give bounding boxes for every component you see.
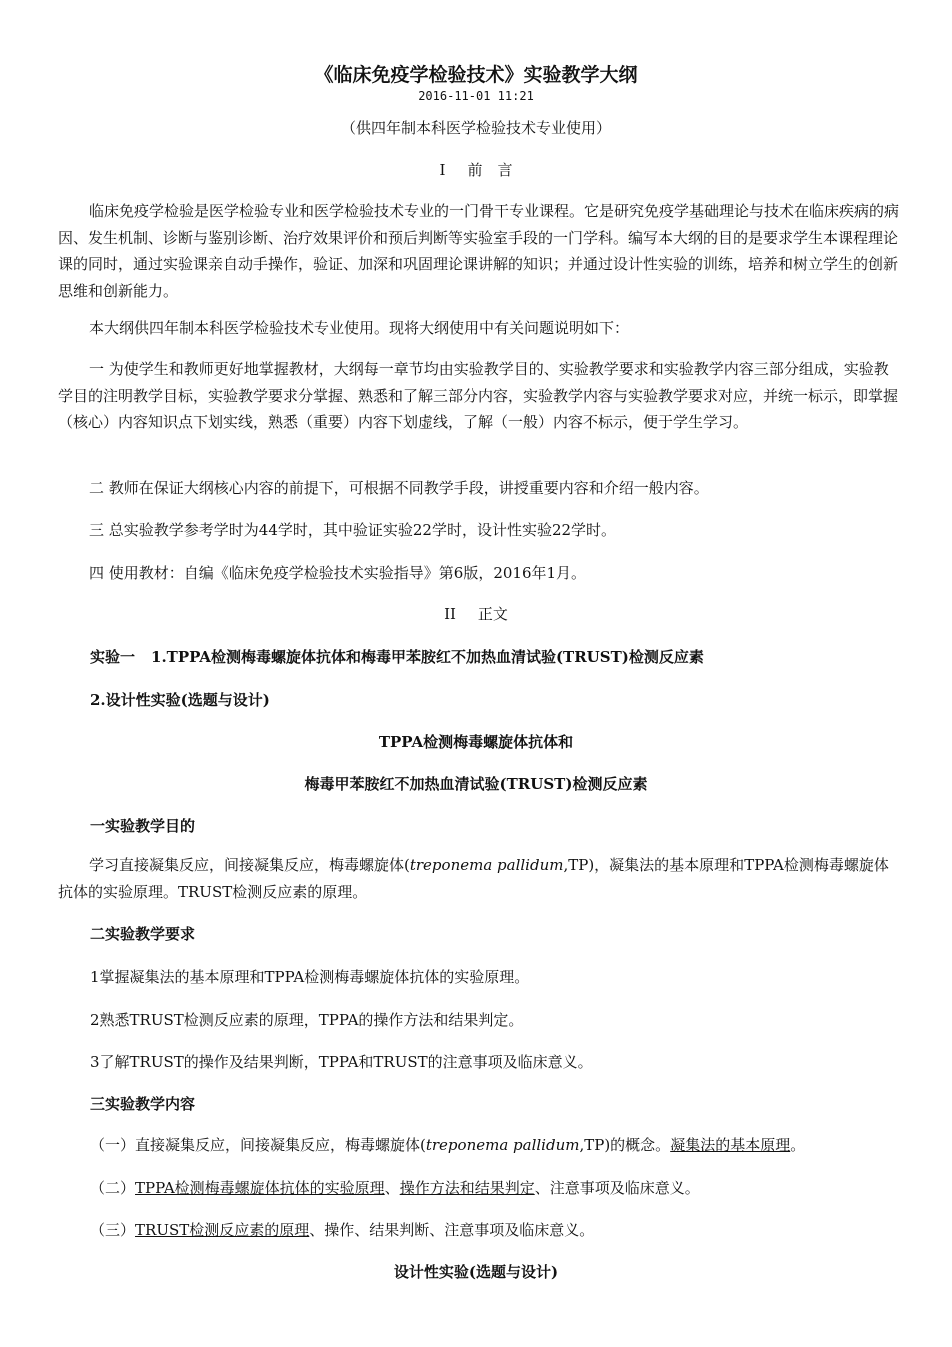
requirements-heading: 二实验教学要求	[90, 925, 196, 943]
preface-title: 前 言	[467, 161, 513, 179]
content-heading: 三实验教学内容	[90, 1095, 196, 1113]
experiment-1-line	[90, 646, 704, 667]
experiment-1-item-1: 1.TPPA检测梅毒螺旋体抗体和梅毒甲苯胺红不加热血清试验(TRUST)检测反应素	[151, 648, 704, 666]
preface-item-2: 二 教师在保证大纲核心内容的前提下，可根据不同教学手段，讲授重要内容和介绍一般内容。	[89, 479, 709, 497]
content-item-3	[90, 1219, 594, 1240]
content-3-underlined: TRUST检测反应素的原理	[135, 1221, 310, 1239]
design-experiment-title: 设计性实验(选题与设计)	[393, 1263, 559, 1281]
document-subtitle: （供四年制本科医学检验技术专业使用）	[340, 119, 611, 137]
requirement-2: 2熟悉TRUST检测反应素的原理，TPPA的操作方法和结果判定。	[90, 1011, 524, 1029]
body-numeral: II	[444, 605, 456, 623]
body-title: 正文	[477, 605, 508, 623]
content-1-italic: treponema pallidum	[425, 1136, 580, 1154]
experiment-1-label: 实验一	[90, 648, 136, 666]
body-heading	[0, 603, 952, 624]
content-3-rest: 、操作、结果判断、注意事项及临床意义。	[309, 1221, 595, 1239]
requirement-1: 1掌握凝集法的基本原理和TPPA检测梅毒螺旋体抗体的实验原理。	[90, 968, 530, 986]
purpose-text-a: 学习直接凝集反应，间接凝集反应，梅毒螺旋体(	[89, 856, 410, 874]
purpose-italic: treponema pallidum	[409, 856, 564, 874]
content-1-underlined: 凝集法的基本原理	[670, 1136, 791, 1154]
content-1-text-b: ,TP)的概念。	[579, 1136, 671, 1154]
preface-item-3: 三 总实验教学参考学时为44学时，其中验证实验22学时，设计性实验22学时。	[89, 521, 617, 539]
purpose-heading: 一实验教学目的	[90, 817, 196, 835]
section-title-line-2: 梅毒甲苯胺红不加热血清试验(TRUST)检测反应素	[304, 775, 648, 793]
content-item-1	[90, 1134, 805, 1155]
purpose-text-b: ,TP)，凝集法的基本原理和TPPA检测梅毒螺旋体抗体的实验原理。TRUST检测反应素的原理。	[58, 856, 889, 901]
content-2-underlined-1: TPPA检测梅毒螺旋体抗体的实验原理	[135, 1179, 385, 1197]
content-1-end: 。	[790, 1136, 806, 1154]
publish-date: 2016-11-01 11:21	[418, 89, 534, 103]
content-2-rest: 、注意事项及临床意义。	[534, 1179, 700, 1197]
section-title-line-1: TPPA检测梅毒螺旋体抗体和	[378, 733, 574, 751]
content-2-prefix: （二）	[90, 1179, 136, 1197]
preface-item-4: 四 使用教材：自编《临床免疫学检验技术实验指导》第6版，2016年1月。	[89, 564, 587, 582]
requirement-3: 3了解TRUST的操作及结果判断，TPPA和TRUST的注意事项及临床意义。	[90, 1053, 593, 1071]
purpose-paragraph	[58, 852, 900, 905]
content-1-text-a: （一）直接凝集反应，间接凝集反应，梅毒螺旋体(	[90, 1136, 426, 1154]
preface-numeral: I	[439, 161, 446, 179]
preface-item-1: 一 为使学生和教师更好地掌握教材，大纲每一章节均由实验教学目的、实验教学要求和实验教学内容三部分组成，实验教学目的注明教学目标，实验教学要求分掌握、熟悉和了解三部分内容，实验教学内容与实验教学要求对应，并统一标示，即掌握（核心）内容知识点下划实线，熟悉（重要）内容下划虚线，了解（一般）内容不标示，便于学生学习。	[58, 360, 899, 431]
preface-paragraph-1: 临床免疫学检验是医学检验专业和医学检验技术专业的一门骨干专业课程。它是研究免疫学基础理论与技术在临床疾病的病因、发生机制、诊断与鉴别诊断、治疗效果评价和预后判断等实验室手段的一门学科。编写本大纲的目的是要求学生本课程理论课的同时，通过实验课亲自动手操作，验证、加深和巩固理论课讲解的知识；并通过设计性实验的训练，培养和树立学生的创新思维和创新能力。	[58, 202, 900, 300]
document-title: 《临床免疫学检验技术》实验教学大纲	[314, 64, 638, 86]
content-3-prefix: （三）	[90, 1221, 136, 1239]
preface-paragraph-2: 本大纲供四年制本科医学检验技术专业使用。现将大纲使用中有关问题说明如下：	[89, 319, 630, 337]
experiment-1-item-2: 2.设计性实验(选题与设计)	[90, 691, 270, 709]
content-item-2	[90, 1177, 700, 1198]
content-2-separator: 、	[384, 1179, 400, 1197]
preface-heading	[0, 159, 952, 180]
content-2-underlined-2: 操作方法和结果判定	[399, 1179, 535, 1197]
